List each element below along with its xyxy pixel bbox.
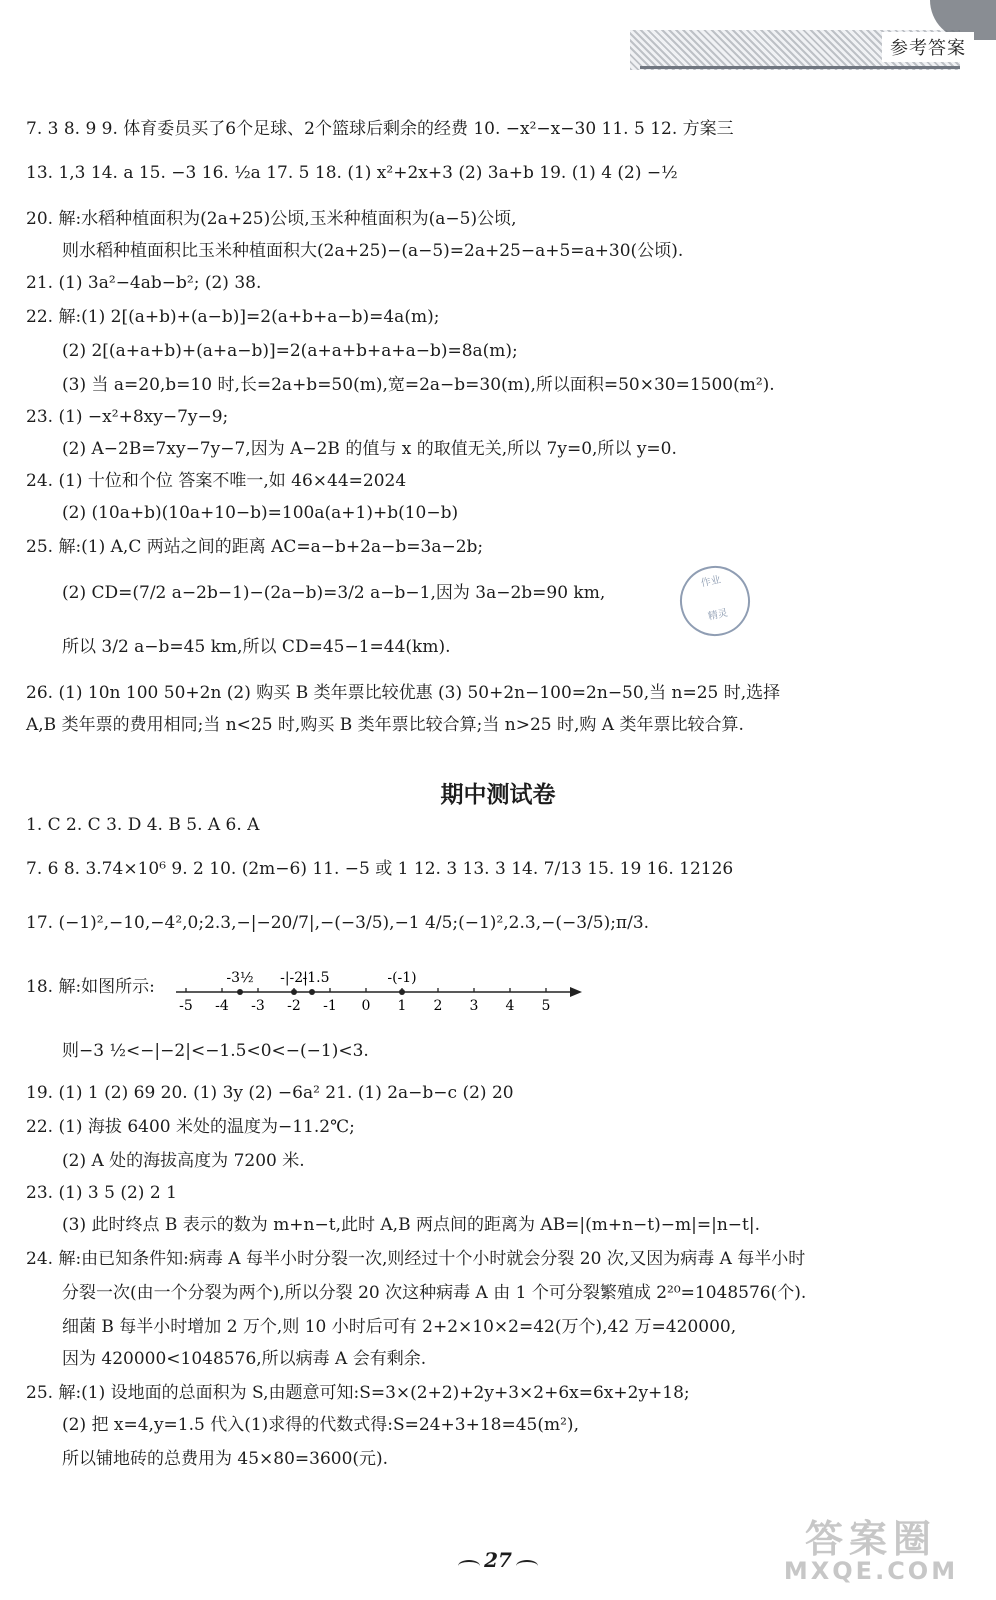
header-label: 参考答案 — [882, 32, 974, 62]
number-line-point-label: -3½ — [226, 970, 254, 986]
answer-line: 25. 解:(1) 设地面的总面积为 S,由题意可知:S=3×(2+2)+2y+3×2+6x=6x+2y+18; — [26, 1383, 690, 1403]
number-line-tick-label: 3 — [469, 998, 479, 1014]
answer-line: (2) CD=(7/2 a−2b−1)−(2a−b)=3/2 a−b−1,因为 3a−2b=90 km, — [62, 583, 606, 603]
answer-line: 18. 解:如图所示: — [26, 977, 155, 997]
answer-line: 则水稻种植面积比玉米种植面积大(2a+25)−(a−5)=2a+25−a+5=a+30(公顷). — [62, 241, 684, 261]
answer-line: 23. (1) −x²+8xy−7y−9; — [26, 407, 229, 427]
number-line-point-label: -(-1) — [387, 970, 417, 986]
answer-line: 22. (1) 海拔 6400 米处的温度为−11.2℃; — [26, 1117, 355, 1137]
number-line-point — [237, 989, 243, 995]
number-line-point-label: -|-2| — [280, 970, 308, 986]
answer-line: 细菌 B 每半小时增加 2 万个,则 10 小时后可有 2+2×10×2=42(万个),42 万=420000, — [62, 1317, 737, 1337]
answer-line: (2) A 处的海拔高度为 7200 米. — [62, 1151, 305, 1171]
number-line-tick-label: -5 — [179, 998, 193, 1014]
answer-line: 因为 420000<1048576,所以病毒 A 会有剩余. — [62, 1349, 427, 1369]
number-line-point — [309, 989, 315, 995]
answer-line: 21. (1) 3a²−4ab−b²; (2) 38. — [26, 273, 262, 293]
answer-line: 23. (1) 3 5 (2) 2 1 — [26, 1183, 177, 1203]
page-number: 27 — [458, 1548, 538, 1572]
number-line-point — [291, 989, 297, 995]
answer-line: 26. (1) 10n 100 50+2n (2) 购买 B 类年票比较优惠 (3) 50+2n−100=2n−50,当 n=25 时,选择 — [26, 683, 781, 703]
answer-line: 17. (−1)²,−10,−4²,0;2.3,−|−20/7|,−(−3/5),−1 4/5;(−1)²,2.3,−(−3/5);π/3. — [26, 913, 650, 933]
number-line-tick-label: -1 — [323, 998, 337, 1014]
answer-line: (2) 2[(a+a+b)+(a+a−b)]=2(a+a+b+a+a−b)=8a(m); — [62, 341, 518, 361]
answer-line: 25. 解:(1) A,C 两站之间的距离 AC=a−b+2a−b=3a−2b; — [26, 537, 484, 557]
answer-line: (3) 当 a=20,b=10 时,长=2a+b=50(m),宽=2a−b=30(m),所以面积=50×30=1500(m²). — [62, 375, 775, 395]
answer-line: 22. 解:(1) 2[(a+b)+(a−b)]=2(a+b+a−b)=4a(m); — [26, 307, 440, 327]
answer-line: (2) (10a+b)(10a+10−b)=100a(a+1)+b(10−b) — [62, 503, 459, 523]
answer-line: (3) 此时终点 B 表示的数为 m+n−t,此时 A,B 两点间的距离为 AB=|(m+n−t)−m|=|n−t|. — [62, 1215, 760, 1235]
number-line-point — [399, 989, 405, 995]
number-line-tick-label: 4 — [505, 998, 515, 1014]
stamp-seal — [673, 559, 756, 642]
number-line-point-label: -1.5 — [302, 970, 330, 986]
header-rule — [640, 66, 960, 69]
answer-line: 7. 3 8. 9 9. 体育委员买了6个足球、2个篮球后剩余的经费 10. −x²−x−30 11. 5 12. 方案三 — [26, 119, 734, 139]
answer-line: (2) A−2B=7xy−7y−7,因为 A−2B 的值与 x 的取值无关,所以 7y=0,所以 y=0. — [62, 439, 677, 459]
number-line-tick-label: -4 — [215, 998, 229, 1014]
answer-line: 20. 解:水稻种植面积为(2a+25)公顷,玉米种植面积为(a−5)公顷, — [26, 209, 517, 229]
answer-line: 所以铺地砖的总费用为 45×80=3600(元). — [62, 1449, 389, 1469]
watermark-url: MXQE.COM — [783, 1557, 959, 1585]
answer-line: A,B 类年票的费用相同;当 n<25 时,购买 B 类年票比较合算;当 n>25 时,购 A 类年票比较合算. — [26, 715, 744, 735]
answer-line: 24. (1) 十位和个位 答案不唯一,如 46×44=2024 — [26, 471, 407, 491]
watermark — [756, 1508, 986, 1588]
number-line-tick-label: 5 — [541, 998, 551, 1014]
answer-line: 1. C 2. C 3. D 4. B 5. A 6. A — [26, 815, 260, 835]
answer-line: 则−3 ½<−|−2|<−1.5<0<−(−1)<3. — [62, 1041, 369, 1061]
answer-line: 24. 解:由已知条件知:病毒 A 每半小时分裂一次,则经过十个小时就会分裂 20 次,又因为病毒 A 每半小时 — [26, 1249, 806, 1269]
stamp-text: 精灵 — [707, 607, 729, 623]
answer-line: 13. 1,3 14. a 15. −3 16. ½a 17. 5 18. (1) x²+2x+3 (2) 3a+b 19. (1) 4 (2) −½ — [26, 163, 678, 183]
number-line-tick-label: -2 — [287, 998, 301, 1014]
answer-line: 7. 6 8. 3.74×10⁶ 9. 2 10. (2m−6) 11. −5 或 1 12. 3 13. 3 14. 7/13 15. 19 16. 12126 — [26, 859, 734, 879]
number-line-tick-label: 2 — [433, 998, 443, 1014]
answer-line: (2) 把 x=4,y=1.5 代入(1)求得的代数式得:S=24+3+18=45(m²), — [62, 1415, 579, 1435]
answer-line: 19. (1) 1 (2) 69 20. (1) 3y (2) −6a² 21. (1) 2a−b−c (2) 20 — [26, 1083, 514, 1103]
number-line-tick-label: -3 — [251, 998, 265, 1014]
section-title: 期中测试卷 — [440, 782, 556, 808]
answer-line: 所以 3/2 a−b=45 km,所以 CD=45−1=44(km). — [62, 637, 451, 657]
answer-line: 分裂一次(由一个分裂为两个),所以分裂 20 次这种病毒 A 由 1 个可分裂繁殖成 2²⁰=1048576(个). — [62, 1283, 807, 1303]
arrow-right-icon — [570, 987, 582, 997]
number-line-tick-label: 1 — [397, 998, 407, 1014]
number-line — [170, 962, 590, 1020]
stamp-text: 作业 — [700, 574, 722, 590]
number-line-tick-label: 0 — [361, 998, 371, 1014]
watermark-text: 答案圈 — [804, 1517, 937, 1561]
